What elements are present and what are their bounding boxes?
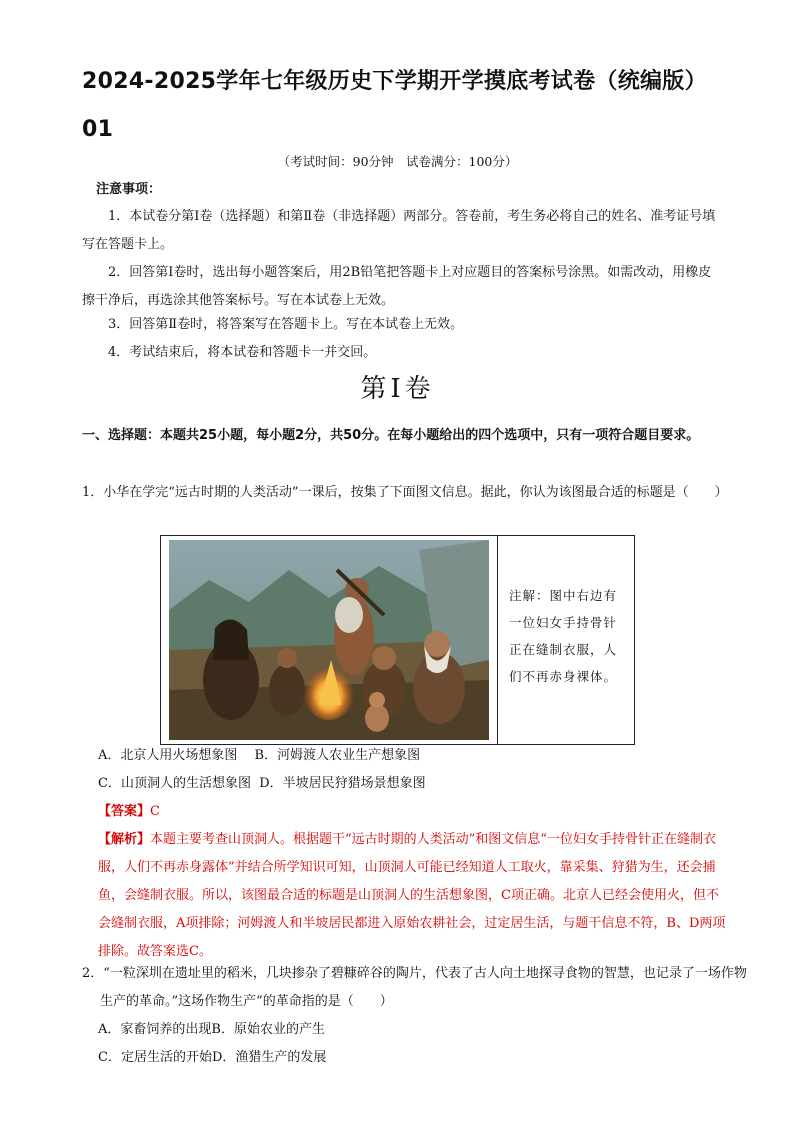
answer-value: C — [150, 804, 160, 819]
figure-note: 注解：图中右边有一位妇女手持骨针正在缝制衣服，人们不再赤身裸体。 — [509, 588, 618, 684]
volume-title: 第Ⅰ卷 — [360, 374, 435, 404]
prehistoric-life-illustration — [169, 540, 489, 740]
notice-heading: 注意事项： — [96, 182, 162, 197]
analysis-label: 【解析】 — [98, 832, 151, 847]
notice-item-1: 1．本试卷分第Ⅰ卷（选择题）和第Ⅱ卷（非选择题）两部分。答卷前，考生务必将自己的姓名、准考证号填写在答题卡上。 — [82, 209, 716, 252]
question-1-stem: 1．小华在学完“远古时期的人类活动”一课后，按集了下面图文信息。据此，你认为该图最合适的标题是（ ） — [82, 485, 728, 500]
question-1-analysis — [98, 826, 726, 966]
question-1-answer — [98, 798, 726, 826]
notice-item-2: 2．回答第Ⅰ卷时，选出每小题答案后，用2B铅笔把答题卡上对应题目的答案标号涂黑。如需改动，用橡皮擦干净后，再选涂其他答案标号。写在本试卷上无效。 — [82, 265, 712, 308]
exam-title: 2024-2025学年七年级历史下学期开学摸底考试卷（统编版）01 — [82, 69, 707, 142]
answer-label: 【答案】 — [98, 804, 151, 819]
question-2-stem: 2．“一粒深圳在遗址里的稻米，几块掺杂了碧糠碎谷的陶片，代表了古人向土地探寻食物的智慧，也记录了一场作物生产的革命。”这场作物生产”的革命指的是（ ） — [82, 966, 747, 1009]
question-1-options-cd: C．山顶洞人的生活想象图 D．半坡居民狩猎场景想象图 — [98, 776, 426, 791]
exam-meta: （考试时间：90分钟 试卷满分：100分） — [277, 154, 518, 169]
notice-item-3: 3．回答第Ⅱ卷时，将答案写在答题卡上。写在本试卷上无效。 — [108, 317, 464, 332]
question-1-figure — [160, 535, 635, 745]
section-heading: 一、选择题：本题共25小题，每小题2分，共50分。在每小题给出的四个选项中，只有一项符合题目要求。 — [82, 428, 700, 443]
question-2-options-ab: A．家畜饲养的出现B．原始农业的产生 — [98, 1022, 325, 1037]
analysis-text: 本题主要考查山顶洞人。根据题干“远古时期的人类活动”和图文信息“一位妇女手持骨针正在缝制衣服，人们不再赤身露体”并结合所学知识可知，山顶洞人可能已经知道人工取火，靠采集、狩猎为生，还会捕鱼，会缝制衣服。所以，该图最合适的标题是山顶洞人的生活想象图，C项正确。北京人已经会使用火，但不会缝制衣服，A项排除；河姆渡人和半坡居民都进入原始农耕社会，过定居生活，与题干信息不符，B、D两项排除。故答案选C。 — [98, 832, 726, 959]
question-1-options-ab: A．北京人用火场想象图 B．河姆渡人农业生产想象图 — [98, 748, 421, 763]
question-2-options-cd: C．定居生活的开始D．渔猎生产的发展 — [98, 1050, 327, 1065]
notice-item-4: 4．考试结束后，将本试卷和答题卡一并交回。 — [108, 345, 377, 360]
figure-divider — [497, 536, 498, 744]
